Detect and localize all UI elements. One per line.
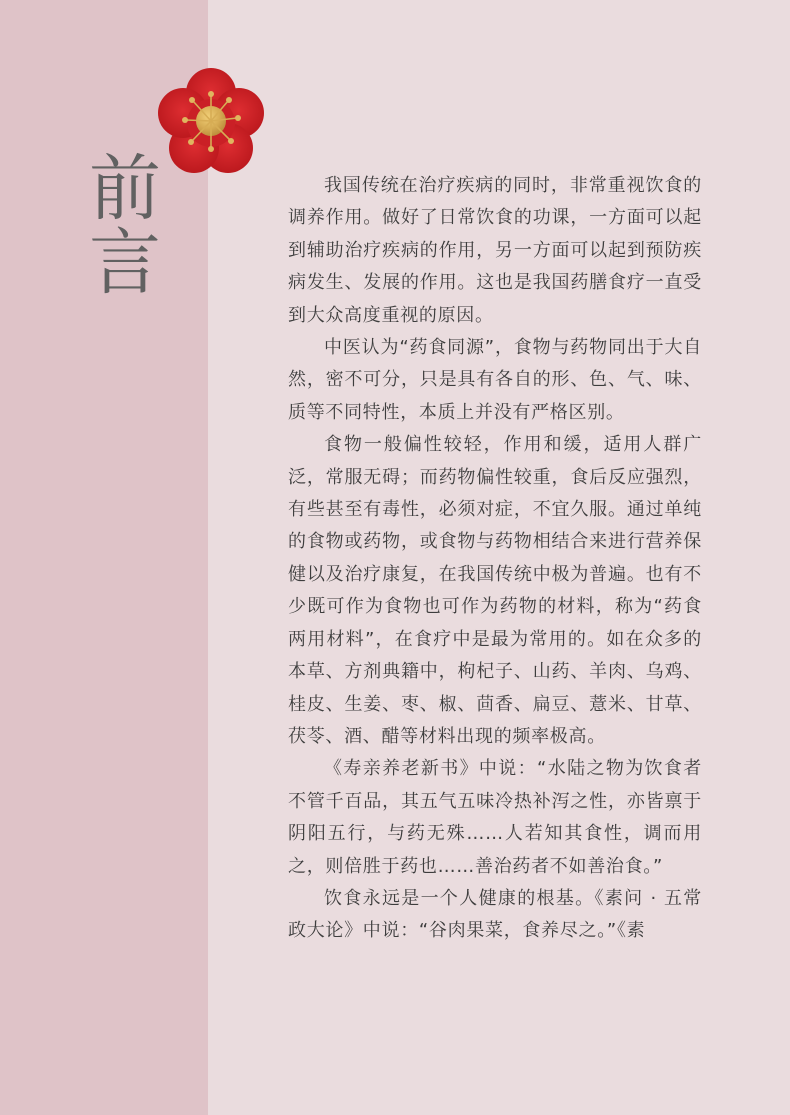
page-title: 前言 xyxy=(77,150,161,298)
paragraph-4: 《寿亲养老新书》中说：“水陆之物为饮食者不管千百品，其五气五味冷热补泻之性，亦皆禀于阴阳五行，与药无殊……人若知其食性，调而用之，则倍胜于药也……善治药者不如善治食。” xyxy=(288,758,702,877)
paragraph-2: 中医认为“药食同源”，食物与药物同出于大自然，密不可分，只是具有各自的形、色、气、味、质等不同特性，本质上并没有严格区别。 xyxy=(288,337,702,423)
paragraph-1: 我国传统在治疗疾病的同时，非常重视饮食的调养作用。做好了日常饮食的功课，一方面可以起到辅助治疗疾病的作用，另一方面可以起到预防疾病发生、发展的作用。这也是我国药膳食疗一直受到大众高度重视的原因。 xyxy=(288,175,702,326)
preface-body xyxy=(288,170,702,948)
plum-blossom-icon xyxy=(158,68,264,174)
paragraph-3: 食物一般偏性较轻，作用和缓，适用人群广泛，常服无碍；而药物偏性较重，食后反应强烈，有些甚至有毒性，必须对症，不宜久服。通过单纯的食物或药物，或食物与药物相结合来进行营养保健以及治疗康复，在我国传统中极为普遍。也有不少既可作为食物也可作为药物的材料，称为“药食两用材料”，在食疗中是最为常用的。如在众多的本草、方剂典籍中，枸杞子、山药、羊肉、乌鸡、桂皮、生姜、枣、椒、茴香、扁豆、薏米、甘草、茯苓、酒、醋等材料出现的频率极高。 xyxy=(288,434,702,747)
paragraph-5: 饮食永远是一个人健康的根基。《素问 · 五常政大论》中说：“谷肉果菜，食养尽之。”《素 xyxy=(288,887,702,942)
